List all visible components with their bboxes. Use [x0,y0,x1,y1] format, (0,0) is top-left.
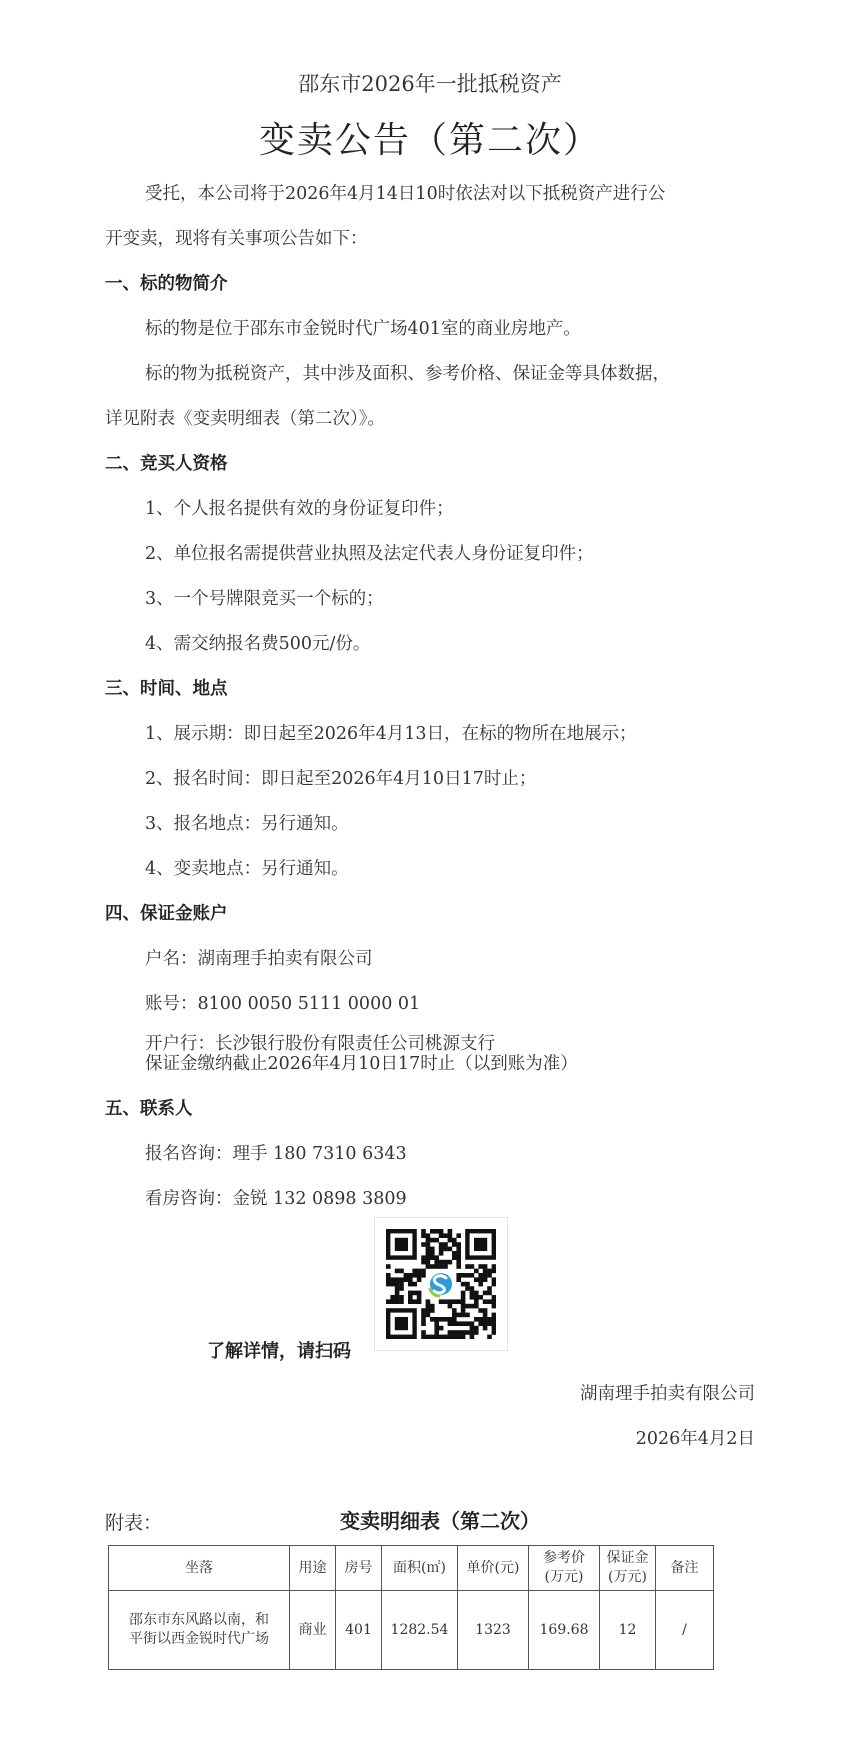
signup-contact: 报名咨询：理手 180 7310 6343 [145,1144,407,1164]
qr-module [452,1317,457,1322]
qr-module [478,1273,483,1278]
qr-module [395,1282,400,1287]
qr-module [461,1282,466,1287]
qr-module [448,1260,453,1265]
qr-module [483,1264,488,1269]
qr-module [478,1282,483,1287]
qr-caption: 了解详情，请扫码 [207,1341,351,1362]
sale-detail-table [108,1545,714,1670]
qr-module [478,1308,483,1313]
account-name: 户名：湖南理手拍卖有限公司 [145,949,373,969]
qr-module [456,1273,461,1278]
section-2-item: 2、单位报名需提供营业执照及法定代表人身份证复印件； [145,544,594,564]
qr-module [483,1277,488,1282]
attachment-title: 变卖明细表（第二次） [340,1509,540,1533]
qr-module [461,1330,466,1335]
intro-line-1: 受托，本公司将于2026年4月14日10时依法对以下抵税资产进行公 [145,184,666,204]
qr-module [452,1335,457,1339]
qr-finder-pattern [395,1317,408,1330]
qr-module [426,1299,431,1304]
qr-module [492,1321,496,1326]
qr-module [470,1291,475,1296]
qr-module [456,1277,461,1282]
qr-module [483,1299,488,1304]
qr-module [461,1321,466,1326]
qr-module [399,1299,404,1304]
qr-module [426,1313,431,1318]
qr-module [474,1299,479,1304]
qr-module [443,1233,448,1238]
qr-module [452,1330,457,1335]
section-1-heading: 一、标的物简介 [105,274,228,294]
deposit-deadline: 保证金缴纳截止2026年4月10日17时止（以到账为准） [145,1054,578,1074]
qr-module [390,1295,395,1300]
qr-module [443,1299,448,1304]
qr-module [421,1330,426,1335]
qr-module [448,1238,453,1243]
qr-module [456,1264,461,1269]
qr-module [412,1282,417,1287]
qr-module [448,1304,453,1309]
qr-module [474,1291,479,1296]
qr-module [399,1295,404,1300]
qr-module [448,1247,453,1252]
qr-module [421,1260,426,1265]
qr-module [426,1255,431,1260]
qr-module [461,1273,466,1278]
qr-module [434,1229,439,1234]
qr-module [470,1304,475,1309]
qr-module [452,1308,457,1313]
qr-module [386,1299,391,1304]
qr-module [470,1326,475,1331]
qr-module [390,1277,395,1282]
qr-module [386,1282,391,1287]
qr-module [456,1321,461,1326]
qr-module [465,1304,470,1309]
qr-module [421,1335,426,1339]
qr-module [412,1269,417,1274]
qr-module [430,1255,435,1260]
qr-module [421,1255,426,1260]
header-unit-price: 单价(元) [458,1546,529,1591]
qr-module [474,1330,479,1335]
qr-module [465,1313,470,1318]
qr-module [456,1299,461,1304]
qr-module [408,1282,413,1287]
table-header-row [109,1546,714,1591]
qr-module [470,1321,475,1326]
qr-code-icon[interactable] [374,1217,508,1351]
qr-module [492,1304,496,1309]
qr-module [483,1313,488,1318]
qr-module [474,1269,479,1274]
qr-module [487,1321,492,1326]
section-3-item: 4、变卖地点：另行通知。 [145,859,349,879]
qr-module [404,1273,409,1278]
qr-module [452,1321,457,1326]
qr-module [474,1304,479,1309]
cell-location-line1: 邵东市东风路以南，和 [129,1612,269,1628]
qr-module [408,1295,413,1300]
qr-module [439,1264,444,1269]
header-deposit [600,1546,656,1591]
qr-module [443,1242,448,1247]
qr-module [439,1299,444,1304]
cell-room: 401 [336,1591,382,1670]
qr-module [465,1273,470,1278]
qr-module [430,1308,435,1313]
cell-unit-price: 1323 [458,1591,529,1670]
qr-module [492,1269,496,1274]
qr-module [426,1242,431,1247]
qr-module [395,1291,400,1296]
qr-module [492,1317,496,1322]
qr-module [399,1286,404,1291]
qr-module [487,1299,492,1304]
qr-module [386,1264,391,1269]
qr-module [408,1277,413,1282]
qr-module [452,1313,457,1318]
qr-module [399,1269,404,1274]
qr-module [452,1238,457,1243]
qr-module [399,1282,404,1287]
qr-module [430,1238,435,1243]
qr-module [456,1247,461,1252]
cell-area: 1282.54 [382,1591,458,1670]
qr-module [426,1247,431,1252]
qr-module [430,1264,435,1269]
qr-module [395,1295,400,1300]
qr-module [417,1299,422,1304]
section-3-item: 2、报名时间：即日起至2026年4月10日17时止； [145,769,537,789]
qr-module [434,1326,439,1331]
qr-module [434,1264,439,1269]
qr-module [470,1295,475,1300]
qr-module [478,1264,483,1269]
qr-module [492,1264,496,1269]
qr-module [492,1277,496,1282]
qr-module [492,1313,496,1318]
qr-module [390,1282,395,1287]
qr-module [434,1335,439,1339]
cell-location-line2: 平街以西金锐时代广场 [129,1631,269,1647]
attachment-label: 附表： [105,1512,163,1534]
qr-module [470,1286,475,1291]
cell-use: 商业 [290,1591,336,1670]
signature-date: 2026年4月2日 [635,1429,755,1449]
qr-module [443,1317,448,1322]
qr-module [456,1242,461,1247]
qr-module [483,1291,488,1296]
viewing-contact: 看房咨询：金锐 132 0898 3809 [145,1189,407,1209]
qr-module [452,1255,457,1260]
header-ref-price-line2: (万元) [544,1569,584,1585]
qr-module [461,1291,466,1296]
qr-module [443,1335,448,1339]
qr-module [404,1277,409,1282]
qr-module [492,1299,496,1304]
qr-module [487,1317,492,1322]
qr-module [434,1321,439,1326]
qr-module [408,1299,413,1304]
qr-module [461,1335,466,1339]
qr-module [465,1330,470,1335]
qr-module [448,1335,453,1339]
qr-module [483,1269,488,1274]
qr-module [430,1251,435,1256]
qr-module [421,1321,426,1326]
qr-module [417,1273,422,1278]
qr-module [430,1335,435,1339]
qr-module [426,1335,431,1339]
cell-location [109,1591,290,1670]
qr-module [417,1295,422,1300]
qr-module [487,1291,492,1296]
qr-module [426,1238,431,1243]
qr-module [478,1277,483,1282]
qr-module [421,1229,426,1234]
qr-module [412,1291,417,1296]
qr-module [448,1330,453,1335]
header-room: 房号 [336,1546,382,1591]
qr-module [465,1321,470,1326]
qr-module [421,1317,426,1322]
qr-module [439,1242,444,1247]
qr-module [399,1277,404,1282]
qr-module [456,1313,461,1318]
qr-module [439,1317,444,1322]
qr-module [448,1321,453,1326]
qr-module [426,1308,431,1313]
qr-module [461,1313,466,1318]
qr-module [421,1233,426,1238]
qr-module [390,1299,395,1304]
qr-module [408,1273,413,1278]
table-row [109,1591,714,1670]
qr-module [492,1295,496,1300]
qr-module [452,1299,457,1304]
qr-module [483,1321,488,1326]
qr-module [439,1233,444,1238]
header-deposit-line2: (万元) [608,1569,647,1585]
qr-module [434,1238,439,1243]
qr-module [474,1295,479,1300]
header-location: 坐落 [109,1546,290,1591]
qr-module [426,1304,431,1309]
cell-deposit: 12 [600,1591,656,1670]
qr-module [470,1330,475,1335]
qr-module [430,1247,435,1252]
qr-module [456,1255,461,1260]
qr-module [434,1330,439,1335]
qr-module [452,1251,457,1256]
qr-module [483,1273,488,1278]
qr-module [483,1317,488,1322]
qr-module [443,1260,448,1265]
qr-module [487,1269,492,1274]
header-use: 用途 [290,1546,336,1591]
header-ref-price-line1: 参考价 [543,1550,585,1566]
qr-module [443,1264,448,1269]
qr-module [430,1304,435,1309]
qr-module [492,1330,496,1335]
section-4-heading: 四、保证金账户 [105,904,228,924]
qr-module [461,1304,466,1309]
qr-module [456,1335,461,1339]
signature-company: 湖南理手拍卖有限公司 [580,1384,755,1404]
qr-module [412,1273,417,1278]
qr-module [430,1229,435,1234]
cell-note: / [656,1591,714,1670]
qr-module [483,1326,488,1331]
qr-module [395,1299,400,1304]
header-ref-price [529,1546,600,1591]
qr-module [426,1233,431,1238]
section-3-item: 3、报名地点：另行通知。 [145,814,349,834]
qr-module [461,1308,466,1313]
qr-module [461,1295,466,1300]
qr-module [439,1247,444,1252]
qr-module [434,1317,439,1322]
qr-module [492,1282,496,1287]
qr-module [470,1264,475,1269]
qr-module [395,1269,400,1274]
qr-module [448,1229,453,1234]
qr-module [456,1260,461,1265]
qr-module [426,1251,431,1256]
qr-module [430,1317,435,1322]
qr-module [421,1242,426,1247]
qr-module [417,1291,422,1296]
document-title-line1: 邵东市2026年一批抵税资产 [298,72,562,96]
qr-module [434,1255,439,1260]
qr-finder-pattern [395,1238,408,1251]
section-2-item: 1、个人报名提供有效的身份证复印件； [145,499,454,519]
qr-module [487,1273,492,1278]
qr-module [434,1260,439,1265]
qr-module [474,1277,479,1282]
qr-module [443,1247,448,1252]
qr-module [426,1264,431,1269]
header-note: 备注 [656,1546,714,1591]
qr-module [412,1299,417,1304]
section-2-item: 4、需交纳报名费500元/份。 [145,634,371,654]
qr-module [386,1273,391,1278]
section-1-paragraph-1: 标的物是位于邵东市金锐时代广场401室的商业房地产。 [145,319,581,339]
qr-module [439,1260,444,1265]
qr-module [439,1251,444,1256]
qr-module [456,1330,461,1335]
qr-module [448,1233,453,1238]
section-2-item: 3、一个号牌限竞买一个标的； [145,589,384,609]
qr-module [421,1313,426,1318]
qr-module [395,1277,400,1282]
qr-module [470,1273,475,1278]
qr-module [448,1299,453,1304]
qr-module [465,1264,470,1269]
qr-module [456,1233,461,1238]
qr-module [417,1269,422,1274]
qr-module [448,1317,453,1322]
qr-module [483,1308,488,1313]
qr-module [470,1335,475,1339]
account-bank: 开户行：长沙银行股份有限责任公司桃源支行 [145,1034,495,1054]
qr-module [421,1273,426,1278]
qr-code-graphic [386,1229,496,1339]
account-number: 账号：8100 0050 5111 0000 01 [145,994,421,1014]
section-1-paragraph-2-line1: 标的物为抵税资产，其中涉及面积、参考价格、保证金等具体数据， [145,364,670,384]
intro-line-2: 开变卖，现将有关事项公告如下： [105,229,368,249]
qr-module [478,1295,483,1300]
section-1-paragraph-2-line2: 详见附表《变卖明细表（第二次）》。 [105,409,385,429]
qr-module [487,1286,492,1291]
qr-module [417,1277,422,1282]
qr-module [492,1326,496,1331]
qr-module [452,1242,457,1247]
qr-module [421,1269,426,1274]
section-5-heading: 五、联系人 [105,1099,193,1119]
section-3-item: 1、展示期：即日起至2026年4月13日，在标的物所在地展示； [145,724,637,744]
section-3-heading: 三、时间、地点 [105,679,228,699]
document-title-line2: 变卖公告（第二次） [258,120,601,161]
qr-module [408,1291,413,1296]
qr-module [426,1260,431,1265]
section-2-heading: 二、竞买人资格 [105,454,228,474]
qr-module [386,1277,391,1282]
qr-module [456,1251,461,1256]
qr-module [439,1335,444,1339]
qr-module [478,1317,483,1322]
qr-module [439,1229,444,1234]
qr-module [395,1286,400,1291]
header-area: 面积(㎡) [382,1546,458,1591]
qr-module [474,1317,479,1322]
qr-module [465,1282,470,1287]
qr-finder-pattern [474,1238,487,1251]
qr-module [439,1326,444,1331]
qr-module [461,1299,466,1304]
qr-module [465,1286,470,1291]
qr-module [474,1326,479,1331]
qr-module [421,1308,426,1313]
qr-module [478,1321,483,1326]
header-deposit-line1: 保证金 [606,1550,649,1566]
qr-module [487,1335,492,1339]
cell-ref-price: 169.68 [529,1591,600,1670]
